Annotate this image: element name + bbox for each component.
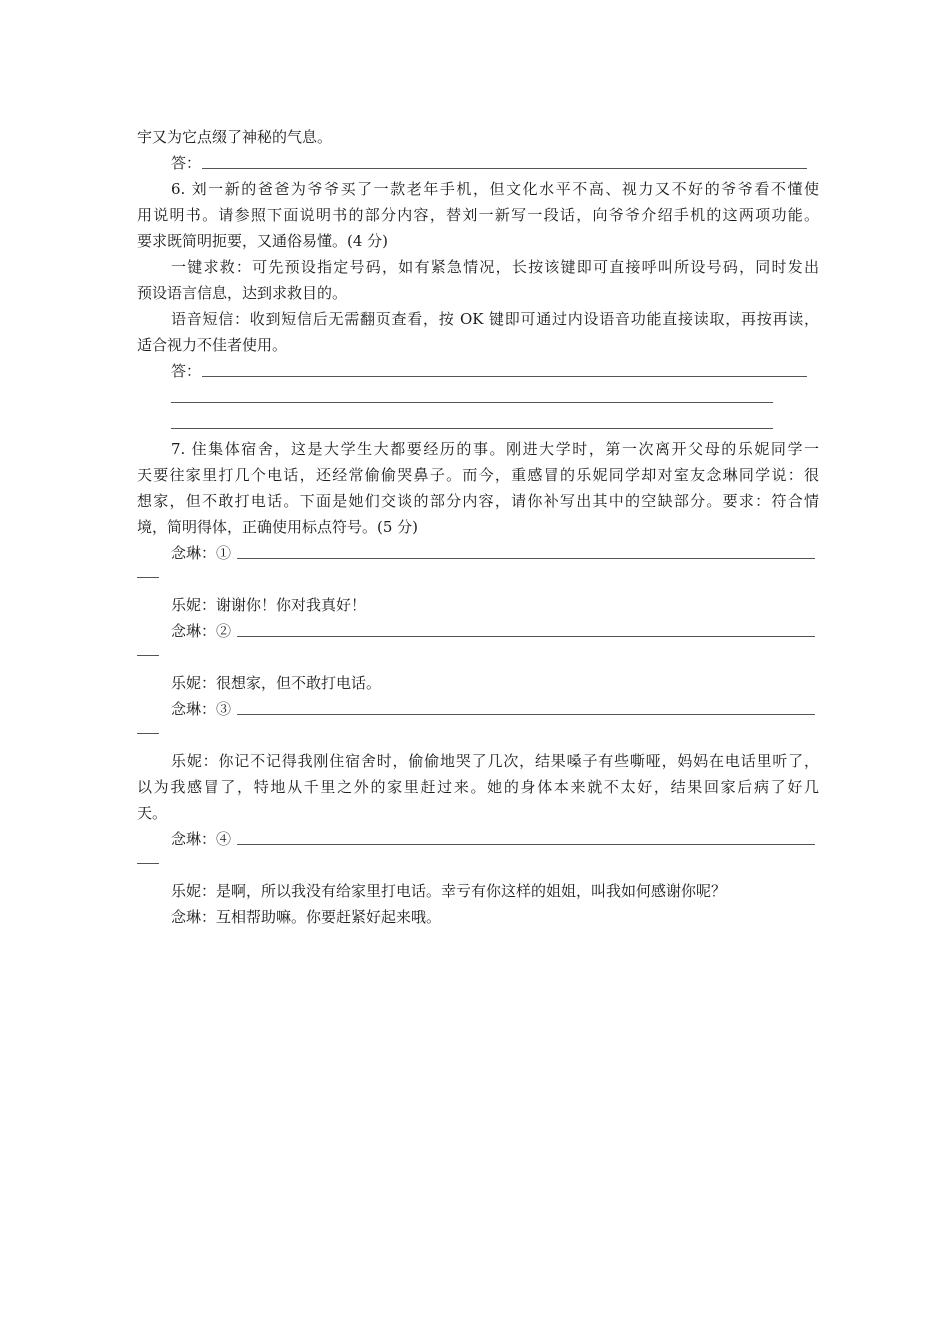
- q5-answer-line: [137, 150, 819, 176]
- q6-item-voice-sms: 语音短信：收到短信后无需翻页查看，按 OK 键即可通过内设语音功能直接读取，再按再读，: [171, 310, 819, 328]
- dialogue-nianlin-3: [137, 696, 819, 722]
- dialogue-leni-3: 天。: [137, 804, 168, 822]
- q7-prompt-line: 天要往家里打几个电话，还经常偷偷哭鼻子。而今，重感冒的乐妮同学却对室友念琳同学说：很: [137, 466, 819, 484]
- blank-stub: [137, 733, 159, 734]
- q6-item-one-key-sos: 预设语言信息，达到求救目的。: [137, 284, 348, 302]
- dialogue-blank-2[interactable]: [237, 636, 815, 637]
- dialogue-leni-1: 乐妮：谢谢你！你对我真好！: [171, 596, 367, 614]
- q7-prompt-line: 7. 住集体宿舍，这是大学生大都要经历的事。刚进大学时，第一次离开父母的乐妮同学一: [171, 440, 819, 458]
- q6-prompt-line: 要求既简明扼要，又通俗易懂。(4 分): [137, 232, 389, 250]
- q6-answer-line: [137, 384, 819, 410]
- blank-stub: [137, 655, 159, 656]
- dialogue-blank-3[interactable]: [237, 714, 815, 715]
- q7-prompt-line: 想家，但不敢打电话。下面是她们交谈的部分内容，请你补写出其中的空缺部分。要求：符合情: [137, 492, 819, 510]
- speaker-line: 念琳：①: [171, 544, 232, 562]
- blank-continuation: [137, 852, 819, 878]
- dialogue-blank-4[interactable]: [237, 844, 815, 845]
- q7-prompt-line: 境，简明得体，正确使用标点符号。(5 分): [137, 518, 419, 536]
- q6-prompt-line: 用说明书。请参照下面说明书的部分内容，替刘一新写一段话，向爷爷介绍手机的这两项功能。: [137, 206, 819, 224]
- answer-label: 答：: [171, 362, 202, 380]
- dialogue-nianlin-4: [137, 826, 819, 852]
- speaker-line: 念琳：③: [171, 700, 232, 718]
- dialogue-nianlin-2: [137, 618, 819, 644]
- q6-prompt-line: 6. 刘一新的爸爸为爷爷买了一款老年手机，但文化水平不高、视力又不好的爷爷看不懂使: [171, 180, 819, 198]
- q5-tail-text: 宇又为它点缀了神秘的气息。: [137, 128, 333, 146]
- blank-stub: [137, 863, 159, 864]
- blank-continuation: [137, 566, 819, 592]
- dialogue-leni-2: 乐妮：很想家，但不敢打电话。: [171, 674, 382, 692]
- speaker-line: 念琳：②: [171, 622, 232, 640]
- document-page: [137, 124, 819, 930]
- q6-answer-line: [137, 358, 819, 384]
- blank-continuation: [137, 644, 819, 670]
- dialogue-blank-1[interactable]: [237, 558, 815, 559]
- blank-continuation: [137, 722, 819, 748]
- dialogue-nianlin-1: [137, 540, 819, 566]
- dialogue-leni-4: 乐妮：是啊，所以我没有给家里打电话。幸亏有你这样的姐姐，叫我如何感谢你呢？: [171, 882, 727, 900]
- blank-stub: [137, 577, 159, 578]
- dialogue-leni-3: 乐妮：你记不记得我刚住宿舍时，偷偷地哭了几次，结果嗓子有些嘶哑，妈妈在电话里听了，: [171, 752, 819, 770]
- answer-blank[interactable]: [171, 428, 773, 429]
- answer-blank[interactable]: [202, 168, 807, 169]
- answer-blank[interactable]: [171, 402, 773, 403]
- dialogue-nianlin-5: 念琳：互相帮助嘛。你要赶紧好起来哦。: [171, 908, 442, 926]
- answer-label: 答：: [171, 154, 202, 172]
- dialogue-leni-3: 以为我感冒了，特地从千里之外的家里赶过来。她的身体本来就不太好，结果回家后病了好几: [137, 778, 819, 796]
- speaker-line: 念琳：④: [171, 830, 232, 848]
- q6-item-one-key-sos: 一键求救：可先预设指定号码，如有紧急情况，长按该键即可直接呼叫所设号码，同时发出: [171, 258, 819, 276]
- q6-item-voice-sms: 适合视力不佳者使用。: [137, 336, 288, 354]
- q6-answer-line: [137, 410, 819, 436]
- answer-blank[interactable]: [202, 376, 807, 377]
